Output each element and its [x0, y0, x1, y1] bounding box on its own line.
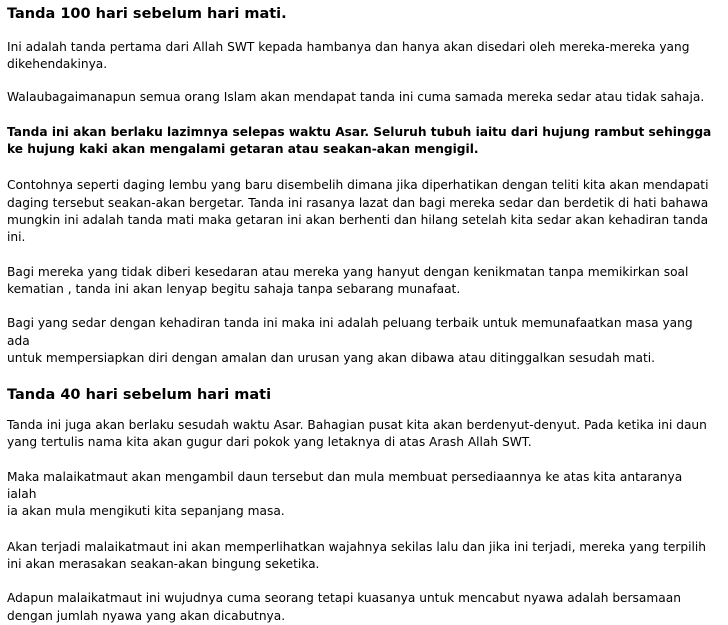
paragraph: Adapun malaikatmaut ini wujudnya cuma seorang tetapi kuasanya untuk mencabut nyawa adalah bersamaan dengan jumlah nyawa yang akan dicabutnya.: [7, 591, 681, 623]
paragraph: Akan terjadi malaikatmaut ini akan memperlihatkan wajahnya sekilas lalu dan jika ini terjadi, mereka yang terpilih ini akan merasakan seakan-akan bingung seketika.: [7, 539, 707, 571]
paragraph: Ini adalah tanda pertama dari Allah SWT kepada hambanya dan hanya akan disedari oleh mereka-mereka yang dikehendakinya.: [7, 40, 690, 72]
paragraph: Maka malaikatmaut akan mengambil daun tersebut dan mula membuat persediaannya ke atas kita antaranya ialah ia akan mula mengikuti kita sepanjang masa.: [7, 469, 683, 519]
paragraph: Bagi mereka yang tidak diberi kesedaran atau mereka yang hanyut dengan kenikmatan tanpa memikirkan soal kematian , tanda ini akan lenyap begitu sahaja tanpa sebarang munafaat.: [7, 264, 689, 296]
paragraph: Walaubagaimanapun semua orang Islam akan mendapat tanda ini cuma samada mereka sedar atau tidak sahaja.: [7, 89, 705, 104]
section-heading-100-days: Tanda 100 hari sebelum hari mati.: [7, 6, 287, 22]
emphasized-paragraph: Tanda ini akan berlaku lazimnya selepas waktu Asar. Seluruh tubuh iaitu dari hujung rambut sehingga ke hujung kaki akan mengalami getaran atau seakan-akan mengigil.: [7, 124, 712, 157]
paragraph: Contohnya seperti daging lembu yang baru disembelih dimana jika diperhatikan dengan teliti kita akan mendapati daging tersebut seakan-akan bergetar. Tanda ini rasanya lazat dan bagi mereka sedar dan berdetik di hati bahawa mungkin ini adalah tanda mati maka getaran ini akan berhenti dan hilang setelah kita sedar akan kehadiran tanda ini.: [7, 178, 709, 245]
paragraph: Bagi yang sedar dengan kehadiran tanda ini maka ini adalah peluang terbaik untuk memunafaatkan masa yang ada untuk mempersiapkan diri dengan amalan dan urusan yang akan dibawa atau ditinggalkan sesudah mati.: [7, 316, 693, 365]
section-heading-40-days: Tanda 40 hari sebelum hari mati: [7, 387, 272, 404]
paragraph: Tanda ini juga akan berlaku sesudah waktu Asar. Bahagian pusat kita akan berdenyut-denyut. Pada ketika ini daun yang tertulis nama kita akan gugur dari pokok yang letaknya di atas Arash Allah SWT.: [7, 418, 707, 450]
